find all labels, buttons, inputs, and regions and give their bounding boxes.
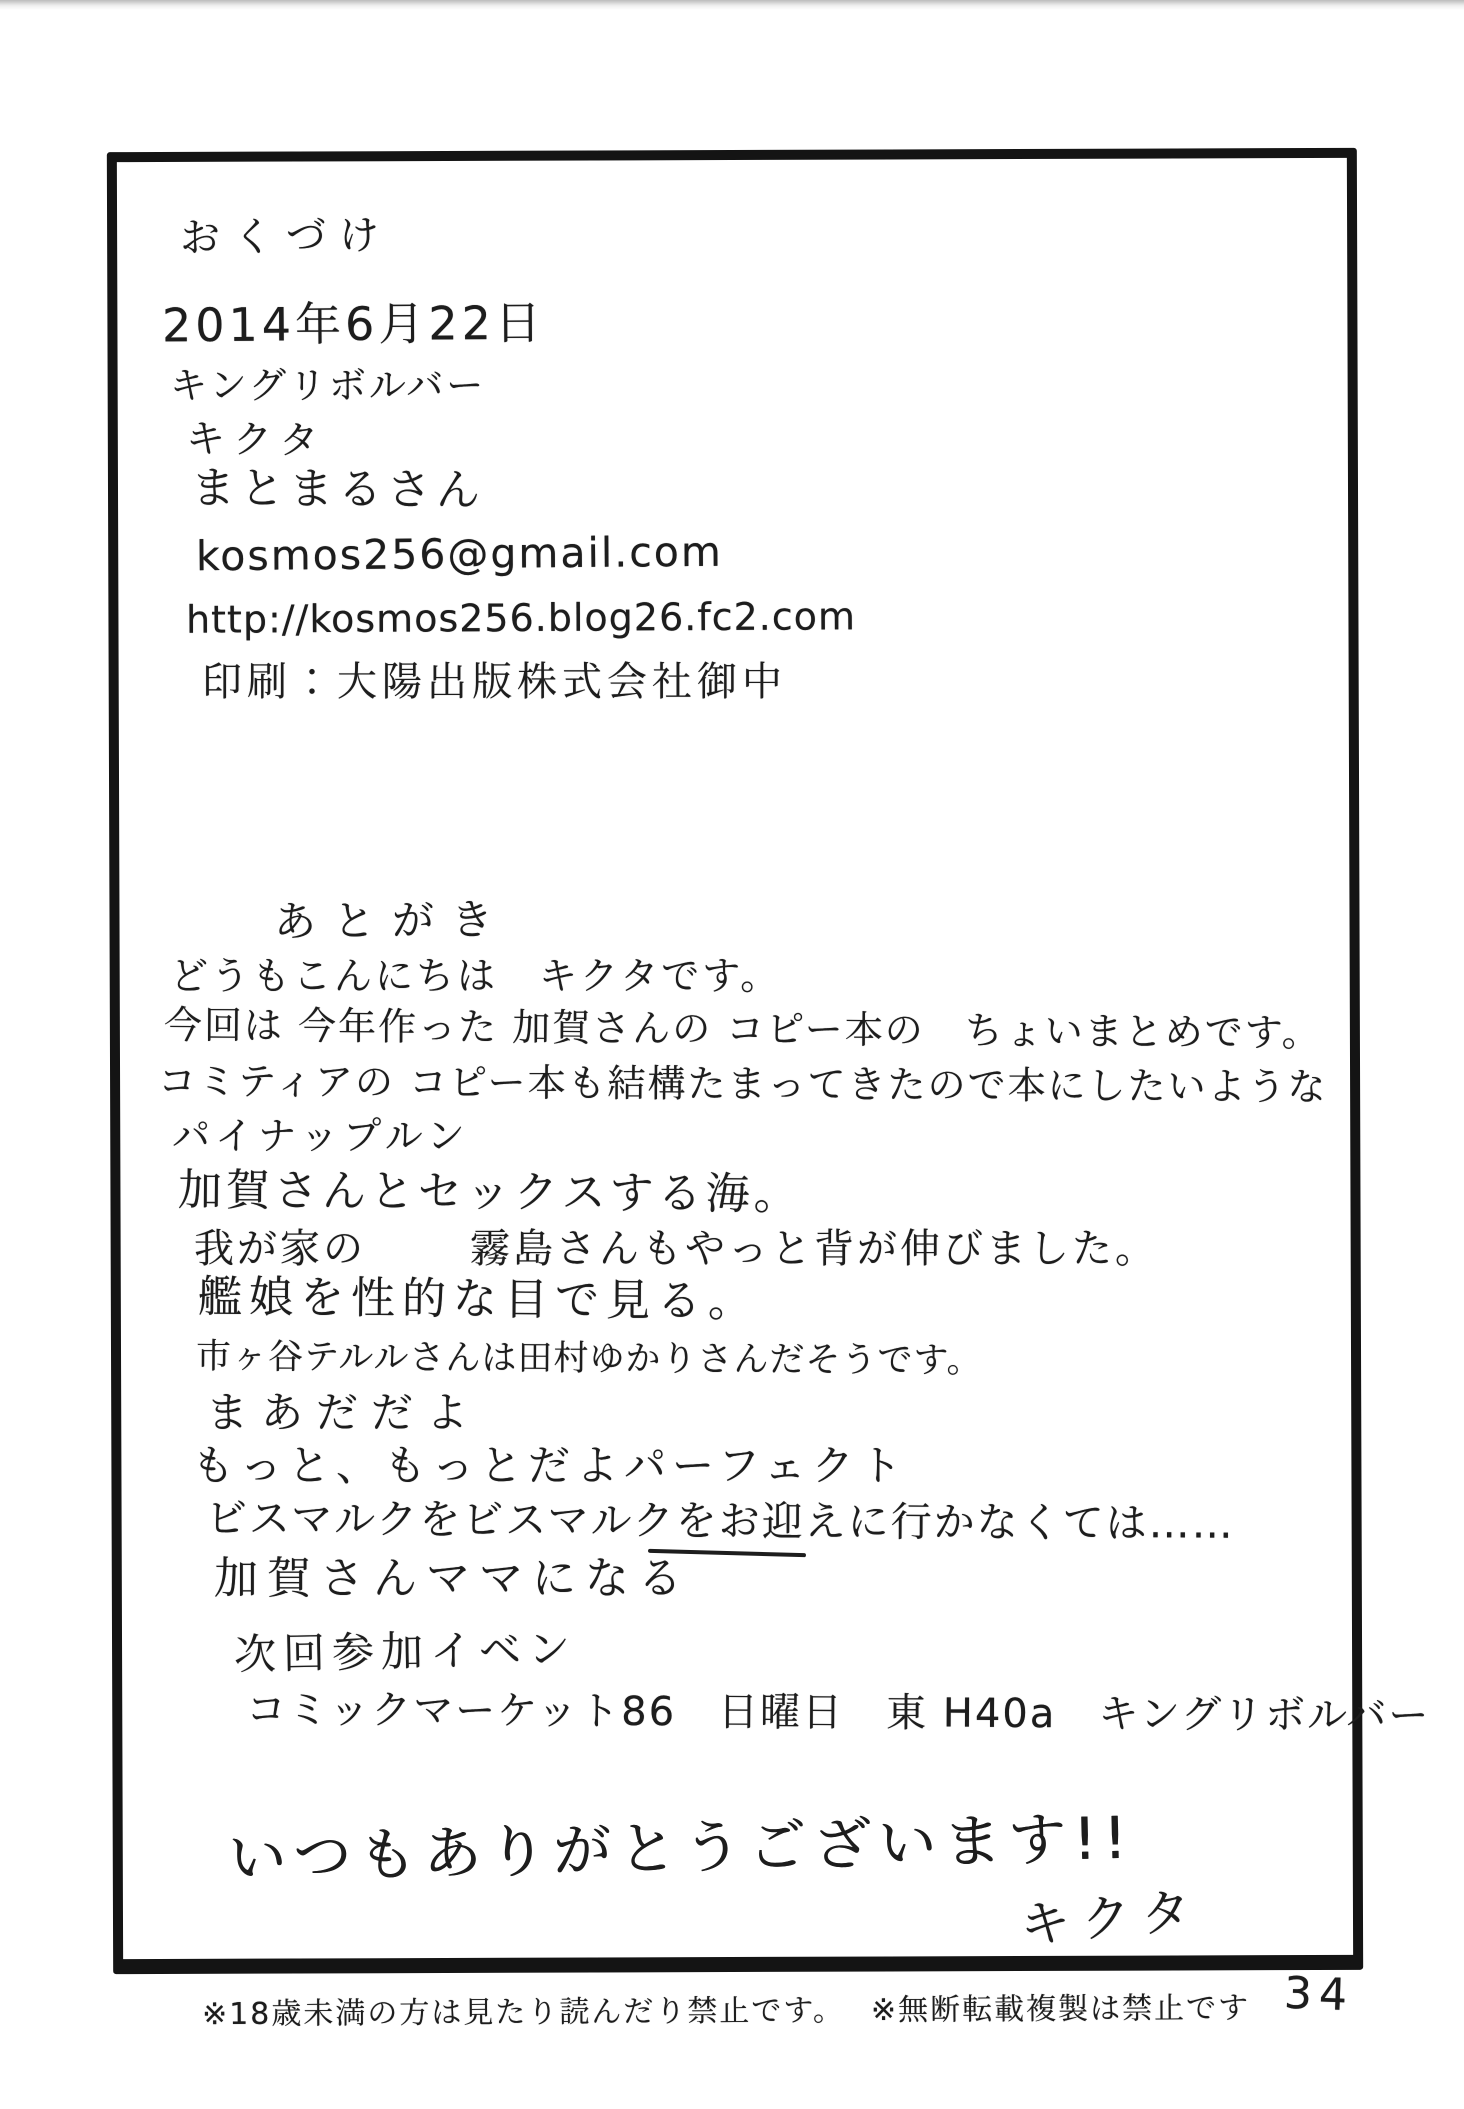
- colophon-heading: おくづけ: [179, 212, 393, 262]
- page-number: 34: [1283, 1967, 1355, 2022]
- next-event-details: コミックマーケット86 日曜日 東 H40a キングリボルバー: [245, 1686, 1431, 1740]
- thanks-message: いつもありがとうございます!!: [227, 1803, 1135, 1893]
- printer-credit: 印刷：大陽出版株式会社御中: [202, 659, 787, 705]
- work-title-kirishima-line: [194, 1228, 1158, 1270]
- afterword-note-2: コミティアの コピー本も結構たまってきたので本にしたいような: [157, 1058, 1328, 1110]
- publication-date: 2014年6月22日: [161, 295, 546, 353]
- footer-disclaimer: [201, 1990, 1251, 2033]
- author-name: キクタ: [185, 416, 327, 465]
- book-title: まとまるさん: [190, 462, 486, 517]
- kirishima-note: 霧島さんもやっと背が伸びました。: [470, 1226, 1158, 1272]
- work-title-kanmusu: 艦娘を性的な目で見る。: [197, 1271, 760, 1328]
- work-title-kaga-umi: 加賀さんとセックスする海。: [177, 1164, 802, 1221]
- author-signature: キクタ: [1017, 1881, 1205, 1955]
- work-title-kaga-mama: 加賀さんママになる: [214, 1553, 691, 1604]
- work-title-maadadayo: まあだだよ: [206, 1388, 482, 1437]
- contact-website: http://kosmos256.blog26.fc2.com: [185, 594, 857, 642]
- contact-email: kosmos256@gmail.com: [195, 527, 724, 581]
- no-reproduction-notice: ※無断転載複製は禁止です: [870, 1990, 1251, 2029]
- work-note-teruru: 市ヶ谷テルルさんは田村ゆかりさんだそうです。: [195, 1336, 983, 1382]
- afterword-greeting: どうもこんにちは キクタです。: [170, 954, 782, 998]
- next-event-heading: 次回参加イベン: [233, 1624, 578, 1679]
- work-title-bismarck: ビスマルクをビスマルクをお迎えに行かなくては……: [205, 1494, 1235, 1548]
- afterword-note-1: 今回は 今年作った 加賀さんの コピー本の ちょいまとめです。: [163, 1002, 1322, 1056]
- work-title-motto: もっと、もっとだよパーフェクト: [192, 1441, 908, 1490]
- scan-edge-artifact: [0, 0, 1464, 10]
- household-lead: 我が家の: [194, 1226, 366, 1272]
- work-title-painappurun: パイナップルン: [172, 1114, 470, 1158]
- afterword-heading: あとがき: [273, 894, 511, 947]
- age-restriction-notice: ※18歳未満の方は見たり読んだり禁止です。: [201, 1993, 846, 2033]
- circle-name: キングリボルバー: [170, 364, 487, 407]
